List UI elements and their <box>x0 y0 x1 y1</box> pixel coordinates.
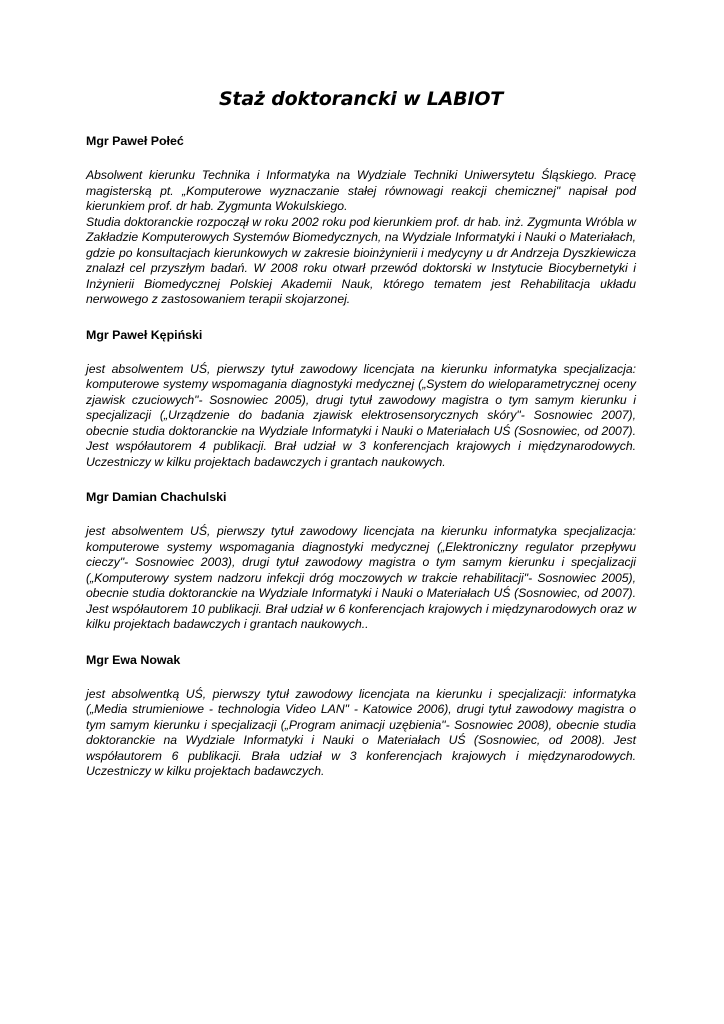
person-section-chachulski <box>86 490 636 633</box>
person-section-kepinski <box>86 328 636 471</box>
person-bio <box>86 687 636 780</box>
person-bio <box>86 524 636 633</box>
bio-paragraph: jest absolwentem UŚ, pierwszy tytuł zawodowy licencjata na kierunku informatyka specjalizacja: komputerowe systemy wspomagania diagnostyki medycznej („System do wieloparametrycznej oceny zjawisk czuciowych"- Sosnowiec 2005), drugi tytuł zawodowy magistra o tym samym kierunku i specjalizacji („Urządzenie do badania zjawisk elektrosensorycznych skóry"- Sosnowiec 2007), obecnie studia doktoranckie na Wydziale Informatyki i Nauki o Materiałach UŚ (Sosnowiec, od 2007). Jest współautorem 4 publikacji. Brał udział w 3 konferencjach krajowych i międzynarodowych. Uczestniczy w kilku projektach badawczych i grantach naukowych. <box>86 361 636 469</box>
person-name: Mgr Ewa Nowak <box>86 652 181 667</box>
bio-paragraph: jest absolwentką UŚ, pierwszy tytuł zawodowy licencjata na kierunku i specjalizacji: informatyka („Media strumieniowe - technologia Video LAN" - Katowice 2006), drugi tytuł zawodowy magistra o tym samym kierunku i specjalizacji („Program animacji uzębienia"- Sosnowiec 2008), obecnie studia doktoranckie na Wydziale Informatyki i Nauki o Materiałach UŚ (Sosnowiec, od 2008). Jest współautorem 6 publikacji. Brała udział w 3 konferencjach krajowych i międzynarodowych. Uczestniczy w kilku projektach badawczych. <box>86 686 636 778</box>
person-name: Mgr Paweł Kępiński <box>86 327 203 342</box>
person-section-nowak <box>86 653 636 780</box>
bio-paragraph: jest absolwentem UŚ, pierwszy tytuł zawodowy licencjata na kierunku informatyka specjalizacja: komputerowe systemy wspomagania diagnostyki medycznej („Elektroniczny regulator przepływu cieczy"- Sosnowiec 2003), drugi tytuł zawodowy magistra o tym samym kierunku i specjalizacji („Komputerowy system nadzoru infekcji dróg moczowych w trakcie rehabilitacji"- Sosnowiec 2005), obecnie studia doktoranckie na Wydziale Informatyki i Nauki o Materiałach UŚ (Sosnowiec, od 2007). Jest współautorem 10 publikacji. Brał udział w 6 konferencjach krajowych i międzynarodowych oraz w kilku projektach badawczych i grantach naukowych.. <box>86 524 636 631</box>
person-section-polec <box>86 134 636 308</box>
person-bio <box>86 168 636 308</box>
document-page <box>86 88 636 800</box>
bio-paragraph: Studia doktoranckie rozpoczął w roku 2002 roku pod kierunkiem prof. dr hab. inż. Zygmunta Wróbla w Zakładzie Komputerowych Systemów Biomedycznych, na Wydziale Informatyki i Nauki o Materiałach, gdzie po konsultacjach kierunkowych w zakresie bioinżynierii i medycyny u dr Andrzeja Dyszkiewicza znalazł cel przyszłym badań. W 2008 roku otwarł przewód doktorski w Instytucie Biocybernetyki i Inżynierii Biomedycznej Polskiej Akademii Nauk, którego tematem jest Rehabilitacja układu nerwowego z zastosowaniem terapii skojarzonej. <box>86 214 636 306</box>
person-name: Mgr Paweł Połeć <box>86 134 184 148</box>
person-bio <box>86 362 636 471</box>
document-title: Staż doktorancki w LABIOT <box>218 88 504 110</box>
person-name: Mgr Damian Chachulski <box>86 490 227 504</box>
bio-paragraph: Absolwent kierunku Technika i Informatyka na Wydziale Techniki Uniwersytetu Śląskiego. Pracę magisterską pt. „Komputerowe wyznaczanie stałej równowagi reakcji chemicznej" napisał pod kierunkiem prof. dr hab. Zygmunta Wokulskiego. <box>86 168 636 213</box>
